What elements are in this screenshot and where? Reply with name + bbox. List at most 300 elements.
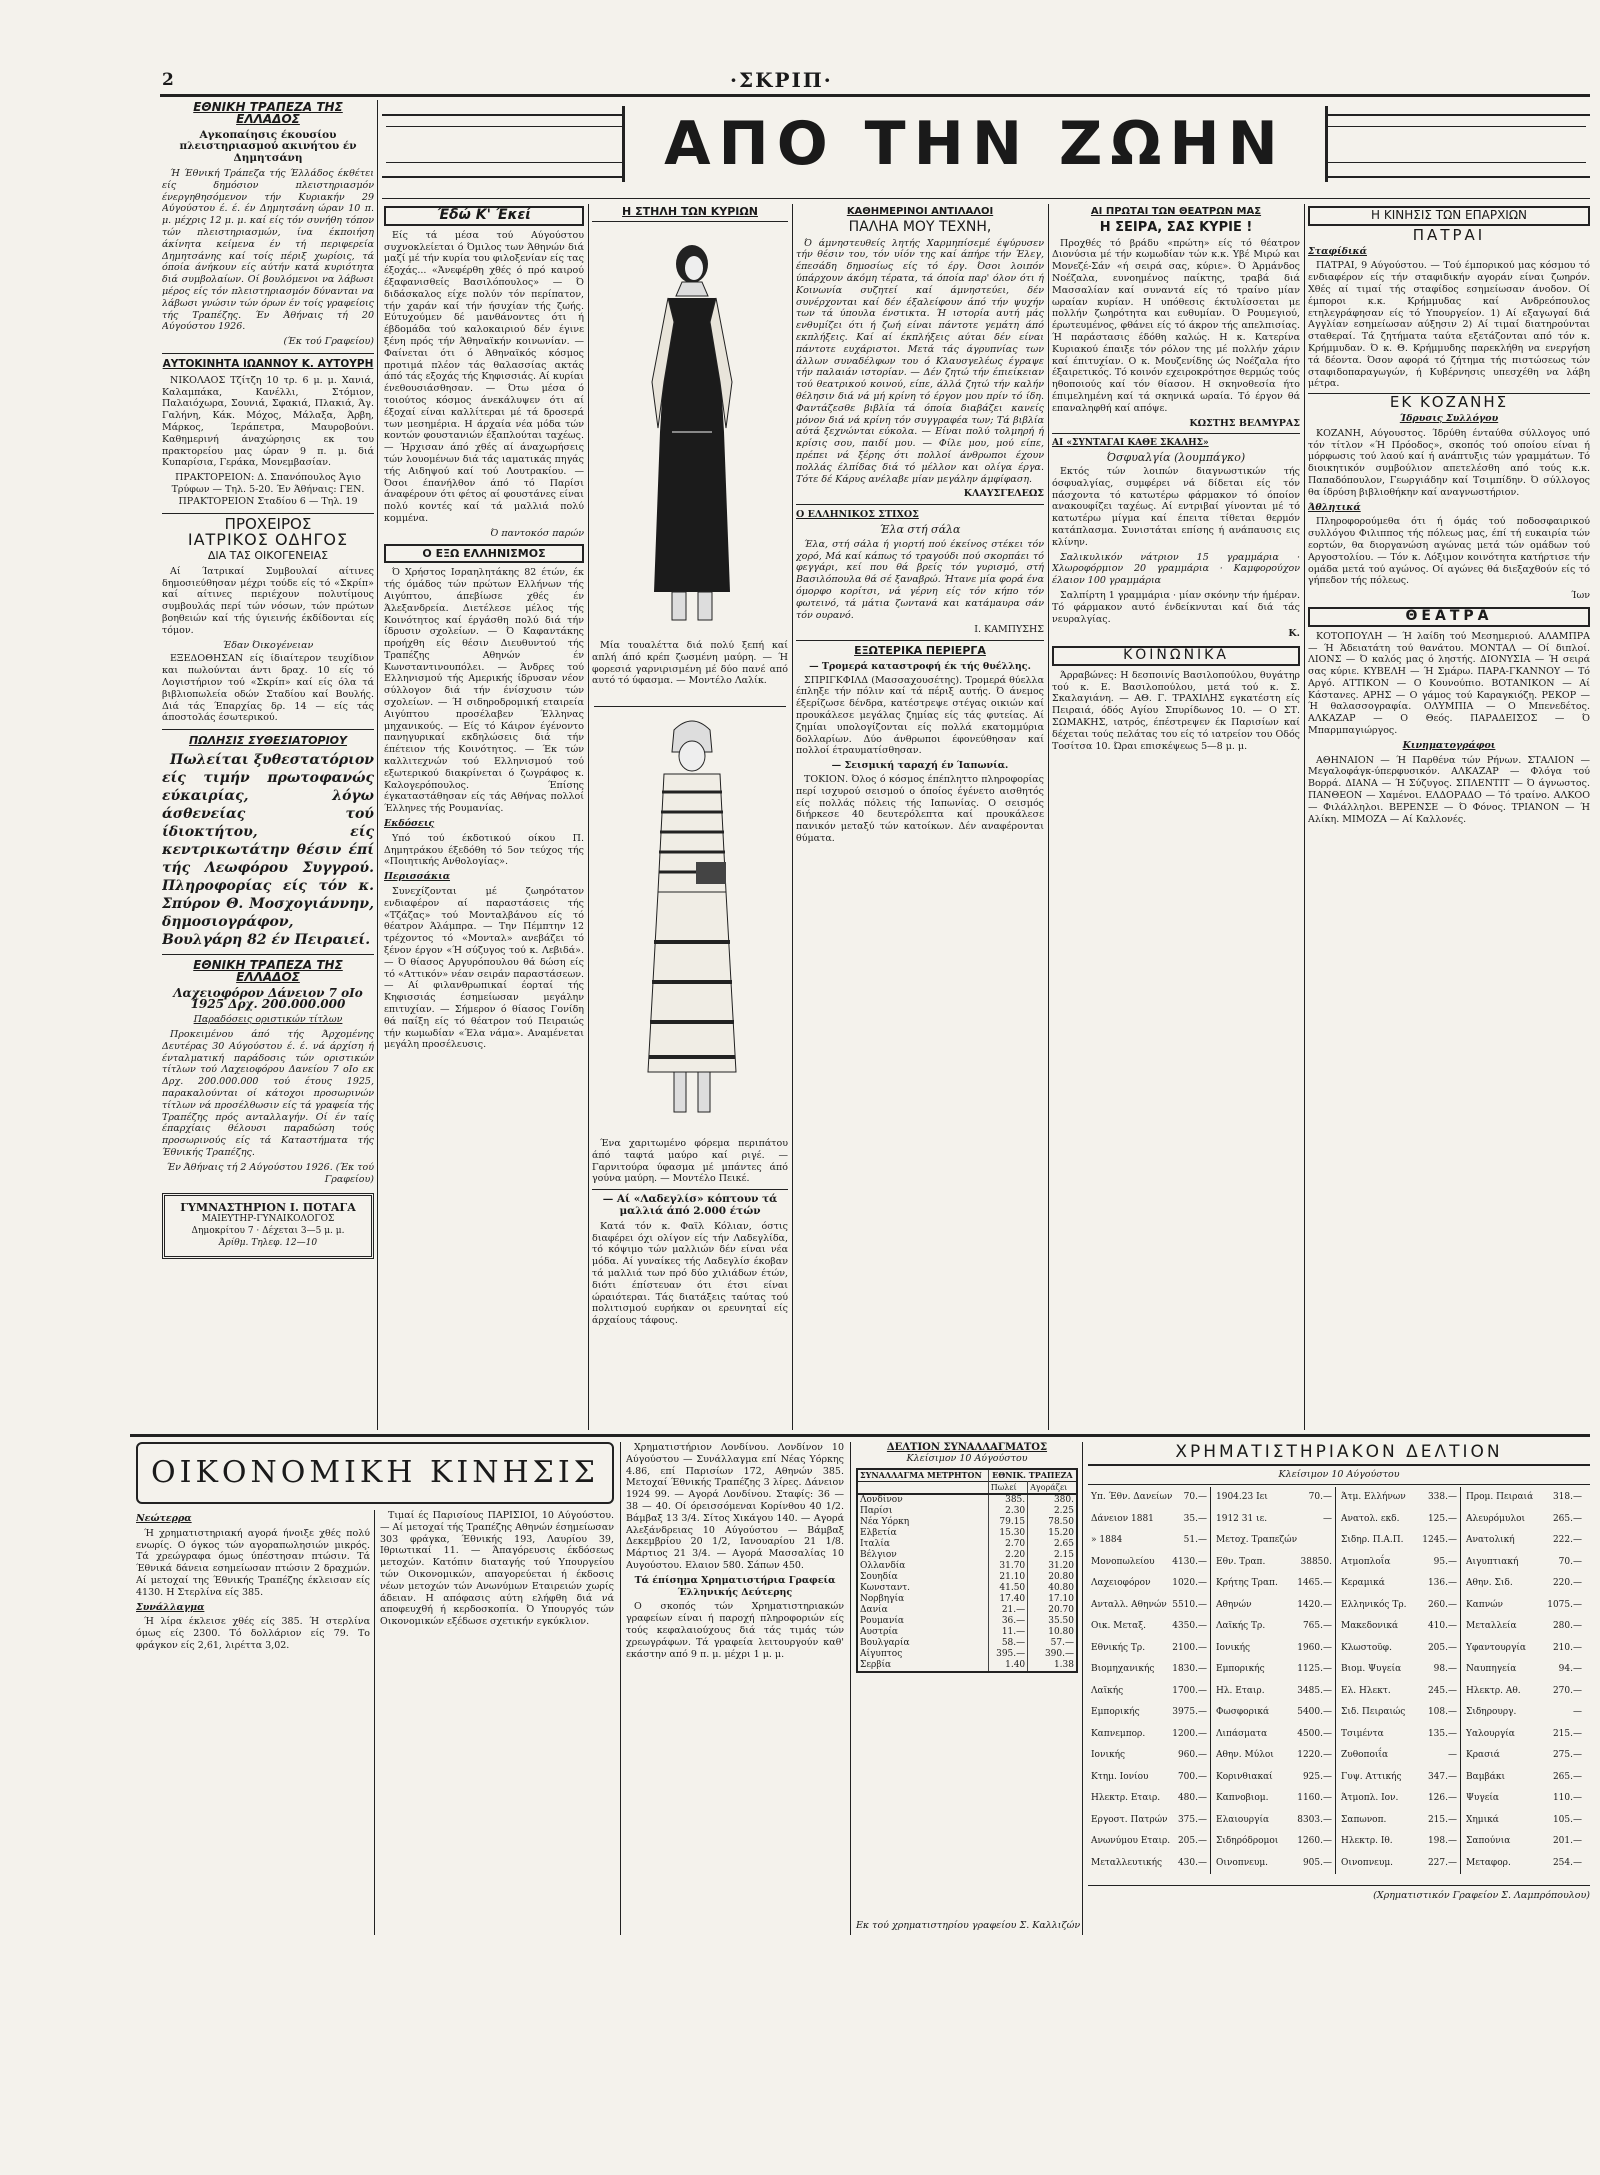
bourse-price: 70.— bbox=[1558, 1556, 1582, 1567]
finance-col3-body: Χρηματιστήριον Λονδίνου. Λονδίνον 10 Αύγούστου — Συνάλλαγμα επί Νέας Υόρκης 4.86, επί Παρισίων 172, Αθηνών 385. Μετοχαί Έθνικής Τραπέζης 3 λίρες. Δάνειον 1924 99. — Αγορά Λονδίνου. Σταφίς: 36 — 38 — 40. Οί όρεισσόμεναι Κορίνθου 40 1/2. Βάμβαξ 13 3/4. Σίτος Χικάγου 140. — Αγορά Αλεξάνδρειας 10 Αύγούστου — Βάμβαξ Δεκεμβρίου 20 1/2, Ιανουαρίου 21 1/8. Μάρτιος 21 3/4. — Αγορά Μασσαλίας 10 Αυγούστου. Ελαιον 580. Σάπων 450. bbox=[626, 1442, 844, 1571]
theatre-notes-sub: Περισσάκια bbox=[384, 871, 451, 883]
bourse-price: 765.— bbox=[1302, 1621, 1332, 1631]
bourse-security: Εμπορικής bbox=[1091, 1707, 1140, 1717]
bourse-security: Υπ. Έθν. Δανείων bbox=[1091, 1492, 1173, 1502]
loan-body: Προκειμένου άπό τής Άρχομένης Δευτέρας 30 Αύγούστου έ. έ. νά άρχίση ή ένταλματική παράδοσις τών οριστικών τίτλων τού Λαχειοφόρου Δανείου 7 οΙο εκ Δρχ. 200.000.000 τού έτους 1925, παρακαλούνται οί κάτοχοι προσωρινών τίτλων νά προσέλθωσιν είς τά γραφεία τής Τραπέζης πρός ανταλλαγήν. Οί έν ταίς έπαρχίαις θέλουσι παραδώση τούς προσωρινούς είς τά Καταστήματα τής Έθνικής Τραπέζης. bbox=[162, 1029, 374, 1158]
bourse-price: 1830.— bbox=[1172, 1664, 1207, 1674]
bourse-title: ΧΡΗΜΑΤΙΣΤΗΡΙΑΚΟΝ ΔΕΛΤΙΟΝ bbox=[1088, 1442, 1590, 1466]
fx-col-bank: ΕΘΝΙΚ. ΤΡΑΠΕΖΑ bbox=[988, 1469, 1077, 1482]
fx-sell-rate: 21.10 bbox=[988, 1572, 1027, 1583]
bourse-price: 1200.— bbox=[1172, 1728, 1207, 1739]
bourse-row bbox=[1213, 1552, 1335, 1574]
bourse-security: Εργοστ. Πατρών bbox=[1091, 1814, 1168, 1825]
loan-signature: Έν Άθήναις τή 2 Αύγούστου 1926. (Έκ τού Γραφείου) bbox=[166, 1161, 374, 1185]
fx-row bbox=[857, 1605, 1077, 1616]
medical-sub: Έδαν Όικογένειαν bbox=[222, 639, 314, 651]
bourse-price: 4500.— bbox=[1297, 1728, 1332, 1739]
medical-title-3: ΔΙΑ ΤΑΣ ΟΙΚΟΓΕΝΕΙΑΣ bbox=[207, 549, 329, 563]
bourse-row bbox=[1338, 1767, 1460, 1789]
bourse-security: Ναυπηγεία bbox=[1466, 1664, 1517, 1674]
fx-city: Σουηδία bbox=[857, 1572, 988, 1583]
bourse-row bbox=[1088, 1788, 1210, 1810]
bourse-security: Ατμοπλοΐα bbox=[1341, 1556, 1391, 1567]
bourse-price: 925.— bbox=[1302, 1771, 1332, 1782]
theatres-body: ΚΟΤΟΠΟΥΛΗ — Ή λαίδη τού Μεσημεριού. ΑΛΑΜΠΡΑ — Ή Άδειατάτη τού θανάτου. ΜΟΝΤΑΛ — Οί διπλοί. ΛΙΟΝΣ — Ό καλός μας ό ληστής. ΔΙΟΝΥΣΙΑ — Ή σειρά σας κύριε. ΚΥΒΕΛΗ — Ή Σμάρω. ΠΑΡΑ-ΓΚΑΝΝΟΥ — Τό Αργό. ΑΤΤΙΚΟΝ — Ο Κουνούπιο. ΒΟΤΑΝΙΚΟΝ — Αί Κάστανες. ΑΡΗΣ — Ο γάμος τού Καραγκιόζη. ΡΕΚΟΡ — Ή θαλασσογραφία. ΟΛΥΜΠΙΑ — Ο Μπενεδέτος. ΑΛΚΑΖΑΡ — Ο Θεός. ΠΑΡΑΔΕΙΣΟΣ — Ό Μπαρμπαγιώργος. bbox=[1308, 630, 1590, 737]
bourse-security: Κεραμικά bbox=[1341, 1578, 1385, 1588]
bourse-row bbox=[1463, 1853, 1585, 1875]
recipe-signature: Κ. bbox=[1288, 628, 1300, 640]
bourse-security: Σιδηρόδρομοι bbox=[1216, 1836, 1279, 1846]
bank-notice-body: Ή Έθνική Τράπεζα τής Έλλάδος έκθέτει είς δημόσιον πλειστηριασμόν ένεργηθησόμενον τήν Κυριακήν 29 Αύγούστου έ. έ. έν Δημητσάνη ώραν 10 π. μ. μέχρις 12 μ. μ. καί είς τόν συνήθη τόπον τών πλειστηριασμών, ίνα έκποιήση άκίνητα κείμενα έν τή περιφερεία Δημητσάνης καί τοίς πέριξ χωρίοις, τά όποία άνήκουν είς αύτήν κατά κυριότητα διά συμβολαίων. Οί βουλόμενοι να λάβωσι μέρος είς τόν πλειστηριασμόν δύνανται να λάβωσι γνώσιν τών όρων έν τοίς γραφείοις τής Τραπέζης. Έν Άθήναις τή 20 Αύγούστου 1926. bbox=[162, 167, 374, 333]
medical-title-1: ΠΡΟΧΕΙΡΟΣ bbox=[224, 514, 312, 533]
dress-illustration-1 bbox=[612, 232, 772, 632]
bourse-price: 318.— bbox=[1552, 1492, 1582, 1502]
bourse-row bbox=[1338, 1616, 1460, 1638]
bourse-price: 1700.— bbox=[1172, 1685, 1207, 1696]
medical-body-2: ΕΞΕΔΟΘΗΣΑΝ είς ίδιαίτερον τευχίδιον και πωλούνται άντι δραχ. 10 είς τό Λογιστήριον τού «Σκρίπ» καί είς όλα τά βιβλιοπωλεία οδών Σταδίου καί Βουλής. Διά τάς Έπαρχίας δρ. 14 — είς τάς άποστολάς έσωτερικού. bbox=[162, 653, 374, 724]
finance-column-1 bbox=[136, 1510, 370, 1935]
bourse-row bbox=[1213, 1810, 1335, 1832]
bourse-row bbox=[1463, 1487, 1585, 1509]
fx-row bbox=[857, 1583, 1077, 1594]
fx-row bbox=[857, 1550, 1077, 1561]
fx-table bbox=[856, 1468, 1078, 1673]
bourse-row bbox=[1088, 1724, 1210, 1746]
bourse-security: Χημικά bbox=[1466, 1814, 1499, 1825]
kozani-body: ΚΟΖΑΝΗ, Αύγουστος. Ίδρύθη ένταύθα σύλλογος υπό τόν τίτλον «Ή Πρόοδος», σκοπός τού οποίου είναι ή μόρφωσις τού λαού καί ή ανάπτυξις τών γραμμάτων. Τό διοικητικόν συμβούλιον απετελέσθη από τούς κ.κ. Παπαδόπουλον, Γεωργιάδην καί Τσιμπίδην. Ό σύλλογος θα ίδρύση βιβλιοθήκην καί αναγνωστήριον. bbox=[1308, 427, 1590, 498]
bourse-price: 1245.— bbox=[1422, 1535, 1457, 1545]
edo-column bbox=[384, 204, 584, 1430]
gymnastics-line-4: Άρίθμ. Τηλεφ. 12—10 bbox=[218, 1237, 318, 1248]
fx-buy-rate: 15.20 bbox=[1028, 1528, 1077, 1539]
bourse-row bbox=[1463, 1595, 1585, 1617]
fx-buy-rate: 2.15 bbox=[1028, 1550, 1077, 1561]
bourse-price: 8303.— bbox=[1297, 1814, 1332, 1825]
bourse-security: » 1884 bbox=[1091, 1535, 1123, 1545]
tobacco-title: ΠΩΛΗΣΙΣ ΣΥΘΕΣΙΑΤΟΡΙΟΥ bbox=[188, 734, 348, 748]
fx-sell-rate: 1.40 bbox=[988, 1660, 1027, 1672]
paper-name: ·ΣΚΡΙΠ· bbox=[730, 68, 833, 92]
dress-illustration-2 bbox=[612, 712, 772, 1132]
bourse-security: Εθνικής Τρ. bbox=[1091, 1642, 1146, 1653]
patras-body: ΠΑΤΡΑΙ, 9 Αύγούστου. — Τού έμπορικού μας κόσμου τό ενδιαφέρον είς τήν σταφιδικήν αγοράν είναι ζωηρόν. Χθές αί τιμαί τής σταφίδος εσημείωσαν άνοδον. Οί έμποροι κ.κ. Κρήμμυδας καί Ανδρεόπουλος ετηλεγράφησαν είς τό Υπουργείον. 1) Αί εξαγωγαί διά Αγγλίαν εσημείωσαν αύξησιν 2) Αί τιμαί διατηρούνται σταθεραί. Τά ζητήματα ταύτα εξετάζονται από τόν κ. Κρήμμυδαν. Ό κ. Θ. Κρήμμυδης παρεκλήθη να ενεργήση τά δέοντα. Όσον αφορά τό ζήτημα τής πιστώσεως τών σταφιδοπαραγωγών, ή Κυβέρνησις υπεσχέθη να λάβη μέτρα. bbox=[1308, 260, 1590, 390]
athletic-signature: Ίων bbox=[1571, 590, 1590, 602]
fx-row bbox=[857, 1494, 1077, 1506]
bourse-price: 3975.— bbox=[1172, 1707, 1207, 1717]
edo-title: Έδώ Κ' Έκεί bbox=[384, 206, 584, 226]
hair-article-body: Κατά τόν κ. Φαϊλ Κόλιαν, όστις διαφέρει όχι ολίγον είς τήν Λαδεγλίδα, τό κόψιμο τών μαλλιών δέν είναι νέα μόδα. Αί γυναίκες τής Λαδεγλίσ έκοβαν τά μαλλιά των πρό δύο χιλιάδων έτών, διότι έπίστευαν ότι έτσι είναι ώραιότεραι. Τάς διατάξεις ταύτας τού πολιτισμού ευρήκαν οι ερευνηταί είς άρχαίους τάφους. bbox=[592, 1220, 788, 1327]
fx-city: Νέα Υόρκη bbox=[857, 1517, 988, 1528]
bourse-price: 410.— bbox=[1427, 1621, 1457, 1631]
fx-sell-rate: 41.50 bbox=[988, 1583, 1027, 1594]
bourse-row bbox=[1338, 1788, 1460, 1810]
bourse-security: Μετοχ. Τραπεζών bbox=[1216, 1535, 1298, 1545]
bus-notice-agency: ΠΡΑΚΤΟΡΕΙΟΝ: Δ. Σπανόπουλος Άγιο Τρύφων — Τηλ. 5-20. Έν Άθήναις: ΓΕΝ. ΠΡΑΚΤΟΡΕΙΟΝ Σταδίου 6 — Τηλ. 19 bbox=[171, 472, 365, 507]
bourse-security: Υφαντουργία bbox=[1466, 1642, 1526, 1653]
fashion-caption-1: Μία τουαλέττα διά πολύ ξεπή καί απλή άπό κρέπ ζωσμένη μαύρη. — Ή φορεσιά γαρνιρισμένη μέ δύο πανέ από αυτό τό ύφασμα. — Μοντέλο Λαλίκ. bbox=[592, 640, 788, 687]
bourse-price: — bbox=[1573, 1707, 1582, 1717]
bourse-price: 3485.— bbox=[1297, 1685, 1332, 1696]
finance-col2-body: Τιμαί ές Παρισίους ΠΑΡΙΣΙΟΙ, 10 Αύγούστου. — Αί μετοχαί τής Τραπέζης Αθηνών έσημείωσαν 303 φράγκα, Έθνικής 193, Λαυρίου 39, Ιθριωτικαί 11. — Άπαγόρευσις έκδόσεως μετοχών. Κατόπιν διαταγής τού Υπουργείου τών Οικονομικών, απαγορεύεται ή έκδοσις νέων μετοχών τών Ανωνύμων Εταιρειών χωρίς άδειαν. Η απόφασις αύτη ελήφθη διά νά αποφευχθή ή κερδοσκοπία. Ό Υπουργός τών Οικονομικών εξέδωσε σχετικήν εγκύκλιον. bbox=[380, 1510, 614, 1628]
bourse-row bbox=[1088, 1702, 1210, 1724]
bourse-row bbox=[1463, 1767, 1585, 1789]
bourse-row bbox=[1088, 1595, 1210, 1617]
finance-column-3 bbox=[626, 1442, 844, 1935]
bourse-price: 375.— bbox=[1177, 1814, 1207, 1825]
bank-notice-signature: (Έκ τού Γραφείου) bbox=[283, 336, 374, 348]
bourse-row bbox=[1213, 1681, 1335, 1703]
cinema-body: ΑΘΗΝΑΙΟΝ — Ή Παρθένα τών Ρήνων. ΣΤΑΛΙΟΝ — Μεγαλοφάγκ-ύπερφυσικόν. ΑΛΚΑΖΑΡ — Φλόγα τού Βορρά. ΔΙΑΝΑ — Ή Σύζυγος. ΣΠΛΕΝΤΙΤ — Ό άγνωστος. ΠΑΝΘΕΟΝ — Χαμένοι. ΕΛΔΟΡΑΔΟ — Τό τραίνο. ΑΛΚΟΟ — Φιλάλληλοι. ΒΕΡΕΝΣΕ — Ό Φόνος. ΤΡΙΑΝΟΝ — Ή Αλίκη. ΜΙΜΟΖΑ — Αί Καλλονές. bbox=[1308, 754, 1590, 825]
bourse-security: Αθηνών bbox=[1216, 1599, 1252, 1610]
bourse-row bbox=[1213, 1487, 1335, 1509]
main-title: ΑΠΟ ΤΗΝ ΖΩΗΝ bbox=[622, 106, 1328, 182]
bourse-price: 35.— bbox=[1183, 1513, 1207, 1524]
fx-col-city: ΣΥΝΑΛΛΑΓΜΑ ΜΕΤΡΗΤΟΝ bbox=[857, 1469, 988, 1482]
bourse-price: 1260.— bbox=[1297, 1836, 1332, 1846]
bourse-row bbox=[1088, 1853, 1210, 1875]
bourse-security: Ηλεκτρ. Εταιρ. bbox=[1091, 1793, 1161, 1803]
bourse-security: Τσιμέντα bbox=[1341, 1728, 1384, 1739]
bank-notice-subtitle: Αγκοπαίησις έκουσίου πλειστηριασμού ακινήτου έν Δημητσάνη bbox=[179, 128, 357, 165]
fx-sell-rate: 15.30 bbox=[988, 1528, 1027, 1539]
fx-sell-rate: 58.— bbox=[988, 1638, 1027, 1649]
bourse-row bbox=[1213, 1853, 1335, 1875]
theatre-signature: ΚΩΣΤΗΣ ΒΕΛΜΥΡΑΣ bbox=[1189, 417, 1300, 429]
bourse-price: 905.— bbox=[1302, 1857, 1332, 1868]
fx-sell-rate: 2.30 bbox=[988, 1506, 1027, 1517]
bourse-price: — bbox=[1323, 1513, 1332, 1524]
fx-row bbox=[857, 1627, 1077, 1638]
fx-buy-rate: 20.80 bbox=[1028, 1572, 1077, 1583]
athletic-body: Πληροφορούμεθα ότι ή όμάς τού ποδοσφαιρικού συλλόγου Φιλιππος τής πόλεως μας, έπί τή ευκαιρία τών εορτών, θα διοργανώση αγώνας μετά τών ομάδων τού Αργοστολίου. — Τόν κ. Λόξιμον κοινότητα κατήρτισε τήν ομάδα μετά τού αγώνος. Οί αγώνες θά διεξαχθούν είς τό γήπεδον τής πόλεως. bbox=[1308, 516, 1590, 587]
bourse-price: 1020.— bbox=[1172, 1578, 1207, 1588]
bourse-price: 1125.— bbox=[1297, 1664, 1332, 1674]
daily-head: ΠΑΛΗΑ ΜΟΥ ΤΕΧΝΗ, bbox=[848, 218, 992, 235]
bourse-row bbox=[1338, 1659, 1460, 1681]
fx-city: Λονδίνον bbox=[857, 1494, 988, 1506]
greek-abroad-title: Ο ΕΞΩ ΕΛΛΗΝΙΣΜΟΣ bbox=[384, 544, 584, 564]
fx-subtitle: Κλείσιμον 10 Αύγούστου bbox=[906, 1453, 1028, 1464]
bourse-price: 1960.— bbox=[1297, 1642, 1332, 1653]
bourse-row bbox=[1338, 1724, 1460, 1746]
bourse-security: Σιδηρουργ. bbox=[1466, 1707, 1517, 1717]
bourse-security: Υαλουργία bbox=[1466, 1728, 1515, 1739]
theatre-column bbox=[1052, 204, 1300, 1430]
bourse-security: Ελ. Ηλεκτ. bbox=[1341, 1685, 1391, 1696]
bourse-security: Ιονικής bbox=[1091, 1750, 1126, 1760]
bourse-price: 205.— bbox=[1427, 1642, 1457, 1653]
bank-notice-title: ΕΘΝΙΚΗ ΤΡΑΠΕΖΑ ΤΗΣ ΕΛΛΑΔΟΣ bbox=[193, 100, 343, 126]
fx-city: Κωνσταντ. bbox=[857, 1583, 988, 1594]
fx-city: Ρουμανία bbox=[857, 1616, 988, 1627]
bourse-price: 260.— bbox=[1427, 1599, 1457, 1610]
recipe-body: Εκτός τών λοιπών διαγνωστικών τής όσφυαλγίας, συμφέρει νά δίδεται είς τόν πάσχοντα τό κατωτέρω φάρμακον τό όποίον ανακουφίζει ταχέως. Αί εντριβαί γίνονται μέ τό κατωτέρω μίγμα καί έπειτα τίθεται θερμόν κατάπλασμα. Συνιστάται επίσης ή ανάπαυσις εις κλίνην. bbox=[1052, 465, 1300, 548]
fx-buy-rate: 17.10 bbox=[1028, 1594, 1077, 1605]
recipe-note: Σαλπίρτη 1 γραμμάρια · μίαν σκόνην τήν ήμέραν. Τό φάρμακον αυτό ένδείκνυται καί διά τάς νευραλγίας. bbox=[1052, 589, 1300, 625]
bourse-security: Λαϊκής bbox=[1091, 1685, 1124, 1696]
bourse-row bbox=[1463, 1810, 1585, 1832]
edo-signature: Ό παντοκόσ παρών bbox=[490, 527, 584, 539]
bus-notice-title: ΑΥΤΟΚΙΝΗΤΑ ΙΩΑΝΝΟΥ Κ. ΑΥΤΟΥΡΗ bbox=[162, 357, 374, 370]
bourse-price: 1220.— bbox=[1297, 1750, 1332, 1760]
gymnastics-title: ΓΥΜΝΑΣΤΗΡΙΟΝ Ι. ΠΟΤΑΓΑ bbox=[180, 1201, 356, 1215]
bourse-security: Γυψ. Αττικής bbox=[1341, 1771, 1402, 1782]
bourse-security: Εθν. Τραπ. bbox=[1216, 1556, 1266, 1567]
bourse-column-1 bbox=[1088, 1487, 1211, 1874]
bourse-row bbox=[1088, 1487, 1210, 1509]
fx-sell-rate: 36.— bbox=[988, 1616, 1027, 1627]
bourse-row bbox=[1463, 1552, 1585, 1574]
daily-column bbox=[796, 204, 1044, 1430]
bourse-row bbox=[1463, 1638, 1585, 1660]
provinces-column bbox=[1308, 204, 1590, 1430]
bourse-price: 254.— bbox=[1552, 1857, 1582, 1868]
bourse-price: 227.— bbox=[1427, 1857, 1457, 1868]
theatres-title: ΘΕΑΤΡΑ bbox=[1308, 607, 1590, 627]
bourse-price: 70.— bbox=[1308, 1492, 1332, 1502]
recipe-title: ΑΙ «ΣΥΝΤΑΓΑΙ ΚΑΘΕ ΣΚΑΛΗΣ» bbox=[1052, 438, 1209, 449]
bourse-security: Σιδ. Πειραιώς bbox=[1341, 1707, 1406, 1717]
bourse-security: Σαπούνια bbox=[1466, 1836, 1511, 1846]
bourse-row bbox=[1088, 1638, 1210, 1660]
hair-article-title: — Αί «Λαδεγλίσ» κόπτουν τά μαλλιά άπό 2.000 έτών bbox=[602, 1193, 778, 1217]
fx-row bbox=[857, 1506, 1077, 1517]
bourse-row bbox=[1213, 1638, 1335, 1660]
bourse-security: Λαχειοφόρον bbox=[1091, 1578, 1151, 1588]
fx-bulletin bbox=[856, 1442, 1078, 1935]
bourse-row bbox=[1213, 1530, 1335, 1552]
poem-body: Έλα, στή σάλα ή γιορτή πού έκείνος στέκει τόν χορό, Μά καί κάπως τό τραγούδι πού σκορπάει τό φεγγάρι, κεί που θά βρείς τόν γυρισμό, στή Βασιλόπουλα θά σέ ξαναβρώ. Ήτανε μία φορά ένα όμορφο κορίτσι, νά γέρνη είς τόν κήπο τόν φωτεινό, τά μάτια ζωντανά και κατάμαυρα σάν τόν ουρανό. bbox=[796, 538, 1044, 621]
bourse-row bbox=[1463, 1788, 1585, 1810]
bourse-security: Άτμοπλ. Ιον. bbox=[1341, 1793, 1399, 1803]
gymnastics-box bbox=[162, 1193, 374, 1258]
bourse-price: 98.— bbox=[1433, 1664, 1457, 1674]
editions-body: Υπό τού έκδοτικού οίκου Π. Δημητράκου έξεδόθη τό 5ον τεύχος τής «Ποιητικής Ανθολογίας». bbox=[384, 832, 584, 868]
bourse-price: 700.— bbox=[1177, 1771, 1207, 1782]
fx-buy-rate: 1.38 bbox=[1028, 1660, 1077, 1672]
bourse-bulletin bbox=[1088, 1442, 1590, 1935]
bourse-row bbox=[1088, 1509, 1210, 1531]
fx-buy-rate: 380. bbox=[1028, 1494, 1077, 1506]
fx-buy-rate: 390.— bbox=[1028, 1649, 1077, 1660]
bourse-price: 220.— bbox=[1552, 1578, 1582, 1588]
finance-title: ΟΙΚΟΝΟΜΙΚΗ ΚΙΝΗΣΙΣ bbox=[151, 1455, 599, 1490]
theatre-title: ΑΙ ΠΡΩΤΑΙ ΤΩΝ ΘΕΑΤΡΩΝ ΜΑΣ bbox=[1090, 206, 1262, 217]
bourse-row bbox=[1463, 1831, 1585, 1853]
tobacco-body: Πωλείται ξυθεστατόριον είς τιμήν πρωτοφανώς εύκαιρίας, λόγω άσθενείας τού ίδιοκτήτου, είς κεντρικωτάτην θέσιν έπί τής Λεωφόρου Συγγρού. Πληροφορίας είς τόν κ. Σπύρον Θ. Μοσχογιάννην, δημοσιογράφον, Βουλγάρη 82 έν Πειραιεί. bbox=[162, 752, 374, 949]
bourse-column-3 bbox=[1338, 1487, 1461, 1874]
bourse-price: 108.— bbox=[1427, 1707, 1457, 1717]
bourse-price: 1420.— bbox=[1297, 1599, 1332, 1610]
bourse-security: Κτημ. Ιονίου bbox=[1091, 1771, 1149, 1782]
bourse-row bbox=[1463, 1659, 1585, 1681]
foreign-body: ΣΠΡΙΓΚΦΙΛΔ (Μασσαχουσέτης). Τρομερά θύελλα έπληξε τήν πόλιν καί τά πέριξ αυτής. Ό άνεμος έξερίζωσε δένδρα, κατέστρεψε στέγας οικιών καί προυκάλεσε μεγάλας ζημίας είς τάς φυτείας. Αί ζημίαι υπολογίζονται είς πολλά εκατομμύρια δολλαρίων. Δύο άνθρωποι έφονεύθησαν καί πολλοί έτραυματίσθησαν. bbox=[796, 674, 1044, 757]
bourse-row bbox=[1088, 1573, 1210, 1595]
social-title: ΚΟΙΝΩΝΙΚΑ bbox=[1052, 646, 1300, 666]
fx-row bbox=[857, 1539, 1077, 1550]
finance-title-box bbox=[136, 1442, 614, 1504]
bourse-security: Ηλεκτρ. Αθ. bbox=[1466, 1685, 1521, 1696]
bourse-row bbox=[1213, 1788, 1335, 1810]
bourse-security: Οινοπνευμ. bbox=[1341, 1857, 1394, 1868]
bourse-price: 347.— bbox=[1427, 1771, 1457, 1782]
gymnastics-line-2: ΜΑΙΕΥΤΗΡ-ΓΥΝΑΙΚΟΛΟΓΟΣ bbox=[201, 1214, 335, 1225]
bourse-security: Ανταλλ. Αθηνών bbox=[1091, 1599, 1167, 1610]
bourse-security: Οινοπνευμ. bbox=[1216, 1857, 1269, 1868]
fx-row bbox=[857, 1572, 1077, 1583]
bourse-row bbox=[1088, 1810, 1210, 1832]
daily-signature: ΚΛΑΥΣΓΕΛΕΩΣ bbox=[963, 488, 1044, 500]
finance-col3-sub: Τά έπίσημα Χρηματιστήρια Γραφεία Έλληνικής Δεύτερης bbox=[634, 1574, 836, 1598]
bourse-row bbox=[1338, 1831, 1460, 1853]
bourse-security: Ηλ. Εταιρ. bbox=[1216, 1685, 1265, 1696]
fx-row bbox=[857, 1517, 1077, 1528]
fx-buy-rate: 20.70 bbox=[1028, 1605, 1077, 1616]
loan-sub-2: Παραδόσεις οριστικών τίτλων bbox=[193, 1014, 343, 1026]
bourse-security: Καπνεμπορ. bbox=[1091, 1728, 1146, 1739]
bourse-row bbox=[1088, 1681, 1210, 1703]
bourse-security: Καπνοβιομ. bbox=[1216, 1793, 1269, 1803]
bourse-price: 210.— bbox=[1552, 1642, 1582, 1653]
bourse-row bbox=[1338, 1853, 1460, 1875]
fx-sell-rate: 2.20 bbox=[988, 1550, 1027, 1561]
bourse-price: 245.— bbox=[1427, 1685, 1457, 1696]
bourse-security: Κρασιά bbox=[1466, 1750, 1500, 1760]
fx-buy-rate: 40.80 bbox=[1028, 1583, 1077, 1594]
poem-signature: Ι. ΚΑΜΠΥΣΗΣ bbox=[974, 624, 1044, 636]
bourse-price: 5510.— bbox=[1172, 1599, 1207, 1610]
patras-sub: Σταφίδικά bbox=[1308, 245, 1367, 257]
fx-row bbox=[857, 1660, 1077, 1672]
bourse-price: 2100.— bbox=[1172, 1642, 1207, 1653]
daily-body: Ό άμνηστευθείς λητής Χαρμηπίσεμέ έψύρυσεν τήν θέσιν του, τόν υίόν της καί άπήρε τήν Έλεγ, έπεσάδη δημοσίως είς τό έργ. Όσοι λοιπόν ύπάρχουν άκόμη τέρατα, τά όποία παρ' όλον ότι ή Κοινωνία συζητεί καί άμνηστεύει, δέν συνέρχονται καί δέν έξαλείφουν άπό τήν ψυχήν των τά ύπουλα ένστικτα. Ή ιστορία αυτή μάς ενθυμίζει ότι ή ζωή είναι πάντοτε γεμάτη άπό εκπλήξεις. Καί αί έκπλήξεις αύται δέν είναι πάντοτε ευχάριστοι. Μετά τάς άγρυπνίας των άλλων συναδέλφων του ό Κλαυσγελέως έγραψε τήν παλαιάν ιστορίαν. — Δέν ζητώ τήν έπιείκειαν τού θεατρικού κοινού, είπε, άλλά ζητώ τήν καλήν θέλησιν διά νά μή κρίνη τό έργον μου πρίν τό ίδη. Φαντάζεσθε βιβλία τά όποία διαβάζει κανείς μόνον διά νά κρίνη τόν συγγραφέα των; Τά βιβλία αύτά ξεχνώνται εύκολα. — Είναι πολύ τολμηρή ή κρίσις σου, παιδί μου. — Φίλε μου, μού είπε, πρέπει νά ξέρης ότι πολλοί άνθρωποι έχουν πολλάς έλπίδας διά τό μέλλον και ολίγα έργα. Τότε δέ Κάρυς ανέλαβε μίαν μεγάλην άμφίφαση. bbox=[796, 237, 1044, 485]
fx-sell-rate: 395.— bbox=[988, 1649, 1027, 1660]
left-column bbox=[162, 100, 374, 1430]
fx-col-buy: Πωλεί bbox=[988, 1482, 1027, 1495]
bourse-price: 430.— bbox=[1177, 1857, 1207, 1868]
fx-city: Αυστρία bbox=[857, 1627, 988, 1638]
bourse-price: 1075.— bbox=[1547, 1599, 1582, 1610]
bourse-security: 1912 31 ιε. bbox=[1216, 1513, 1268, 1524]
bourse-row bbox=[1463, 1616, 1585, 1638]
poem-title: Ο ΕΛΛΗΝΙΚΟΣ ΣΤΙΧΟΣ bbox=[796, 509, 919, 521]
bourse-row bbox=[1338, 1509, 1460, 1531]
bourse-price: 265.— bbox=[1552, 1771, 1582, 1782]
bourse-price: 275.— bbox=[1552, 1750, 1582, 1760]
fx-buy-rate: 2.25 bbox=[1028, 1506, 1077, 1517]
bourse-row bbox=[1338, 1573, 1460, 1595]
fx-row bbox=[857, 1594, 1077, 1605]
bus-notice-body: ΝΙΚΟΛΑΟΣ Τζίτζη 10 τρ. 6 μ. μ. Χανιά, Καλαμπάκα, Κανέλλι, Στόμιον, Παλαιόχωρα, Σουνιά, Σφακιά, Πλακιά, Άγ. Γαλήνη, Κάκ. Μόχος, Μάλαξα, Άρβη, Μάρκος, Ίεράπετρα, Μαυροβούνι. Καθημερινή άναχώρησις εκ του πρακτορείου μας ώραν 9 π. μ. διά Κυπαρίσια, Γεράκα, Μονεμβασίαν. bbox=[162, 374, 374, 469]
fx-row bbox=[857, 1561, 1077, 1572]
fx-city: Δανία bbox=[857, 1605, 988, 1616]
bourse-security: Κρήτης Τραπ. bbox=[1216, 1578, 1278, 1588]
fx-city: Σερβία bbox=[857, 1660, 988, 1672]
bourse-row bbox=[1338, 1745, 1460, 1767]
bourse-row bbox=[1338, 1702, 1460, 1724]
poem-head: Έλα στή σάλα bbox=[879, 522, 961, 536]
bourse-security: Ελληνικός Τρ. bbox=[1341, 1599, 1407, 1610]
foreign-sub: — Τρομερά καταστροφή έκ τής θυέλλης. bbox=[809, 660, 1031, 672]
bourse-security: Μεταλλεία bbox=[1466, 1621, 1517, 1631]
bourse-security: Καπνών bbox=[1466, 1599, 1503, 1610]
page-header bbox=[130, 68, 1590, 92]
fx-title: ΔΕΛΤΙΟΝ ΣΥΝΑΛΛΑΓΜΑΤΟΣ bbox=[886, 1442, 1048, 1453]
fx-city: Αίγυπτος bbox=[857, 1649, 988, 1660]
recipe-head: Όσφυαλγία (λουμπάγκο) bbox=[1106, 451, 1246, 465]
loan-title: ΕΘΝΙΚΗ ΤΡΑΠΕΖΑ ΤΗΣ ΕΛΛΑΔΟΣ bbox=[193, 958, 343, 984]
quake-sub: — Σεισμική ταραχή έν Ίαπωνία. bbox=[831, 760, 1009, 772]
bourse-row bbox=[1213, 1595, 1335, 1617]
fx-city: Ιταλία bbox=[857, 1539, 988, 1550]
fx-sell-rate: 11.— bbox=[988, 1627, 1027, 1638]
medical-body: Αί Ίατρικαί Συμβουλαί αίτινες δημοσιεύθησαν μέχρι τούδε είς τό «Σκρίπ» καί αίτινες περιέχουν πολυτίμους συμβουλάς περί τών νόσων, τών πρώτων βοηθειών καί τής ύγιεινής έκδίδονται είς τόμον. bbox=[162, 565, 374, 636]
bourse-security: Ανατολ. εκδ. bbox=[1341, 1513, 1400, 1524]
bourse-price: 51.— bbox=[1183, 1535, 1207, 1545]
bourse-security: Αθην. Σιδ. bbox=[1466, 1578, 1513, 1588]
bourse-security: Αθην. Μύλοι bbox=[1216, 1750, 1274, 1760]
greek-abroad-body: Ό Χρήστος Ισραηλητάκης 82 έτών, έκ τής όμάδος τών πρώτων Ελλήνων τής Αιγύπτου, άπεβίωσε χθές έν Άλεξανδρεία. Διετέλεσε μέλος τής Κοινότητος καί έργάσθη πολύ διά τήν ίδρυσιν σχολείων. — Ό Καφαντάκης προήχθη είς θέσιν Διευθυντού τής Τραπέζης Αθηνών έν Κωνσταντινουπόλει. — Άνδρες τού Ελληνισμού τής Αμερικής ίδρυσαν νέον σύλλογον διά τήν ένίσχυσιν τών σχολείων. — Ή σιδηροδρομική εταιρεία Αιγύπτου προσέλαβεν Έλληνας μηχανικούς. — Είς τό Κάιρον έγένοντο πανηγυρικαί εκδηλώσεις διά τήν έπέτειον τής Κοινότητος. — Έκ τών καλλιτεχνών τού Ελληνισμού τού εξωτερικού διακρίνεται ό ζωγράφος κ. Καλογερόπουλος. Έπίσης έγκαταστάθησαν είς τάς Αθήνας πολλοί Έλληνες τής Ρουμανίας. bbox=[384, 567, 584, 815]
bourse-price: 5400.— bbox=[1297, 1707, 1332, 1717]
bourse-footer: (Χρηματιστικόν Γραφείον Σ. Λαμπρόπουλου) bbox=[1373, 1890, 1590, 1901]
finance-col3-sub-body: Ο σκοπός τών Χρηματιστηριακών γραφείων είναι ή παροχή πληροφοριών είς τούς κεφαλαιούχους διά τάς τιμάς τών χρεωγράφων. Τά γραφεία λειτουργούν καθ' εκάστην από 9 π. μ. μέχρι 1 μ. μ. bbox=[626, 1601, 844, 1660]
bourse-security: Δάνειον 1881 bbox=[1091, 1513, 1154, 1524]
bourse-row bbox=[1463, 1745, 1585, 1767]
bourse-row bbox=[1338, 1595, 1460, 1617]
fx-city: Παρίσι bbox=[857, 1506, 988, 1517]
bourse-row bbox=[1088, 1530, 1210, 1552]
kozani-title: ΕΚ ΚΟΖΑΝΗΣ bbox=[1308, 393, 1590, 409]
bourse-security: Σιδηρ. Π.Α.Π. bbox=[1341, 1535, 1404, 1545]
bourse-row bbox=[1338, 1487, 1460, 1509]
athletic-sub: Άθλητικά bbox=[1308, 501, 1361, 513]
bourse-row bbox=[1088, 1616, 1210, 1638]
fx-buy-rate: 57.— bbox=[1028, 1638, 1077, 1649]
finance-column-2 bbox=[380, 1510, 614, 1935]
bourse-security: Αιγυπτιακή bbox=[1466, 1556, 1519, 1567]
fx-sell-rate: 17.40 bbox=[988, 1594, 1027, 1605]
bourse-row bbox=[1338, 1681, 1460, 1703]
fx-city: Νορβηγία bbox=[857, 1594, 988, 1605]
social-body: Άρραβώνες: Η δεσποινίς Βασιλοπούλου, θυγάτηρ τού κ. Ε. Βασιλοπούλου, μετά τού κ. Σ. Σκαλαγιάνη. — ΑΘ. Γ. ΤΡΑΧΙΛΗΣ εγκατέστη είς Πειραιά, όδός Αγίου Σπυρίδωνος 10. — Ο ΣΤ. ΣΩΜΑΚΗΣ, ιατρός, έπέστρεψεν έκ Παρισίων καί δέχεται τούς πελάτας του είς τό ιατρείον του Οδός Τοσίτσα 10. Ώραι επισκέψεως 5—8 μ. μ. bbox=[1052, 669, 1300, 752]
fx-row bbox=[857, 1528, 1077, 1539]
bourse-price: 222.— bbox=[1552, 1535, 1582, 1545]
fx-row bbox=[857, 1616, 1077, 1627]
fx-buy-rate: 2.65 bbox=[1028, 1539, 1077, 1550]
bourse-row bbox=[1213, 1659, 1335, 1681]
fx-sell-rate: 31.70 bbox=[988, 1561, 1027, 1572]
bourse-row bbox=[1463, 1702, 1585, 1724]
bourse-price: — bbox=[1448, 1750, 1457, 1760]
recipe-items: Σαλικυλικόν νάτριον 15 γραμμάρια · Χλωροφόρμιον 20 γραμμάρια · Καμφορούχον έλαιον 100 γραμμάρια bbox=[1052, 551, 1300, 587]
bourse-security: Άτμ. Ελλήνων bbox=[1341, 1492, 1406, 1502]
bourse-price: 4350.— bbox=[1172, 1621, 1207, 1631]
quake-body: ΤΟΚΙΟΝ. Όλος ό κόσμος έπέπληττο πληροφορίας περί ισχυρού σεισμού ο όποίος έγένετο αισθητός είς πολλάς πόλεις τής Ιαπωνίας. Ο σεισμός διήρκεσε 40 δευτερόλεπτα καί προυκάλεσε πανικόν μεταξύ τών κατοίκων. Δέν αναφέρονται θύματα. bbox=[796, 774, 1044, 845]
bourse-row bbox=[1338, 1638, 1460, 1660]
fx-buy-rate: 31.20 bbox=[1028, 1561, 1077, 1572]
theatre-head: Η ΣΕΙΡΑ, ΣΑΣ ΚΥΡΙΕ ! bbox=[1099, 219, 1253, 235]
bourse-price: 136.— bbox=[1427, 1578, 1457, 1588]
bourse-row bbox=[1213, 1745, 1335, 1767]
bourse-price: 215.— bbox=[1552, 1728, 1582, 1739]
provinces-title: Η ΚΙΝΗΣΙΣ ΤΩΝ ΕΠΑΡΧΙΩΝ bbox=[1308, 206, 1590, 226]
page-number: 2 bbox=[162, 70, 174, 90]
bourse-row bbox=[1088, 1767, 1210, 1789]
daily-title: ΚΑΘΗΜΕΡΙΝΟΙ ΑΝΤΙΛΑΛΟΙ bbox=[846, 206, 994, 217]
bourse-price: 110.— bbox=[1552, 1793, 1582, 1803]
bourse-row bbox=[1213, 1616, 1335, 1638]
bourse-security: Οικ. Μεταξ. bbox=[1091, 1621, 1147, 1631]
